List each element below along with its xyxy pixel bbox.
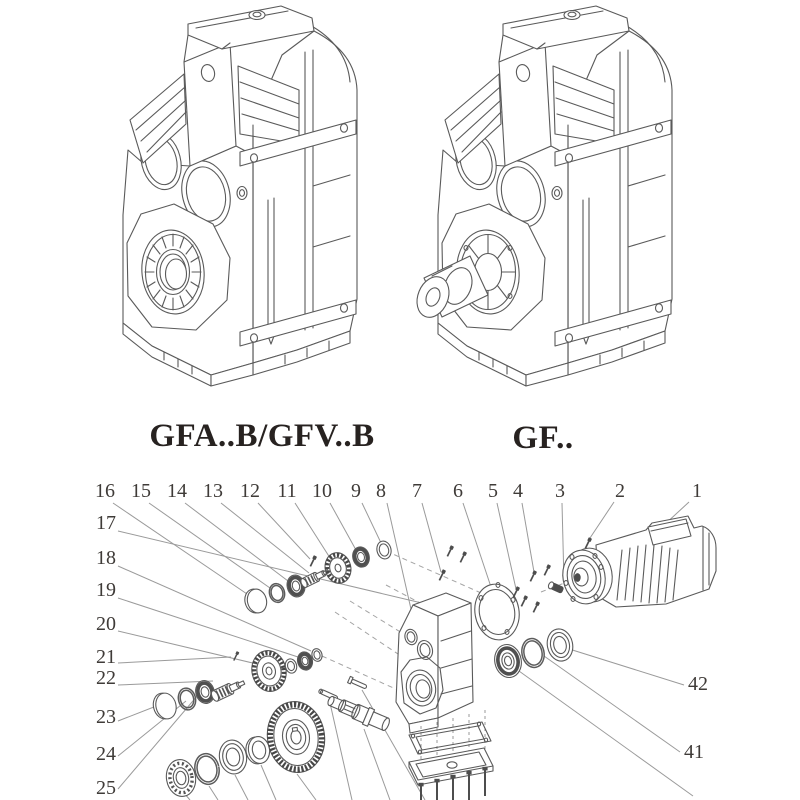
- housing-drawing-gfab: [123, 6, 357, 386]
- callout-8-label: 8: [376, 480, 386, 502]
- callout-14-label: 14: [167, 480, 187, 502]
- oil-seal: [217, 738, 249, 776]
- callout-8-leader: [387, 503, 413, 618]
- callout-6-label: 6: [453, 480, 463, 502]
- callout-22-label: 22: [96, 667, 116, 689]
- motor-pinion-3: [547, 581, 564, 594]
- callout-4-leader: [522, 503, 534, 572]
- callout-4-label: 4: [513, 480, 523, 502]
- callout-42-leader: [566, 648, 684, 685]
- callout-6-leader: [463, 503, 494, 596]
- callout-15-leader: [149, 503, 270, 588]
- cutoff-leader-7: [364, 729, 390, 800]
- output-gear: [263, 698, 329, 776]
- callout-16-leader: [113, 503, 250, 596]
- screw-4: [529, 570, 537, 582]
- callout-9-leader: [362, 503, 382, 545]
- callout-5-label: 5: [488, 480, 498, 502]
- cutoff-leader-3: [235, 775, 248, 800]
- callout-19-label: 19: [96, 579, 116, 601]
- washer-9: [375, 540, 393, 561]
- callout-2-leader: [590, 502, 614, 538]
- part-row-input-shaft: [242, 540, 393, 615]
- callout-20-label: 20: [96, 613, 116, 635]
- cutoff-leader-5: [297, 774, 316, 800]
- bearing-40: [492, 642, 525, 680]
- callout-42-label: 42: [688, 673, 708, 695]
- callout-16-label: 16: [95, 480, 115, 502]
- callout-15-label: 15: [131, 480, 151, 502]
- bearing-10: [351, 545, 372, 569]
- variant-title-right: GF..: [512, 420, 574, 456]
- callout-12-label: 12: [240, 480, 260, 502]
- callout-7-leader: [422, 503, 441, 572]
- key-2: [348, 676, 368, 690]
- cutoff-leader-4: [261, 765, 276, 800]
- callout-41-label: 41: [684, 741, 704, 763]
- cutoff-leader-9: [512, 666, 693, 796]
- callout-21-leader: [118, 657, 231, 663]
- pinion-shaft-22: [210, 677, 246, 702]
- callout-20-leader: [118, 631, 261, 665]
- callout-23-leader: [118, 705, 159, 721]
- seal-ring-42: [544, 627, 575, 664]
- callout-24-label: 24: [96, 743, 116, 765]
- callout-10-leader: [330, 503, 356, 550]
- flange-gasket-6: [470, 581, 523, 644]
- callout-17-label: 17: [96, 512, 116, 534]
- housing-drawing-gf: [411, 6, 672, 386]
- cutoff-leader-6: [330, 703, 352, 800]
- callout-2-label: 2: [615, 480, 625, 502]
- callout-10-label: 10: [312, 480, 332, 502]
- part-flange-set: [470, 581, 575, 680]
- exploded-view: [95, 480, 716, 800]
- callout-18-label: 18: [96, 547, 116, 569]
- callout-23-label: 23: [96, 706, 116, 728]
- screw-12: [309, 555, 317, 567]
- callout-1-label: 1: [692, 480, 702, 502]
- part-gear-housing: [396, 593, 473, 733]
- screw-2: [584, 537, 592, 549]
- part-motor: [559, 516, 716, 607]
- callout-9-label: 9: [351, 480, 361, 502]
- callout-21-label: 21: [96, 646, 116, 668]
- callout-7-label: 7: [412, 480, 422, 502]
- cutoff-leader-2: [209, 786, 218, 800]
- variant-title-left: GFA..B/GFV..B: [149, 418, 375, 454]
- gear-20: [248, 647, 290, 694]
- ball-bearing: [164, 757, 199, 798]
- callout-11-label: 11: [277, 480, 297, 502]
- callout-19-leader: [118, 598, 298, 657]
- callout-11-leader: [295, 503, 332, 561]
- callout-5-leader: [497, 503, 516, 589]
- callout-12-leader: [258, 503, 310, 559]
- callout-3-label: 3: [555, 480, 565, 502]
- callout-13-label: 13: [203, 480, 223, 502]
- screw-7: [438, 569, 446, 581]
- callout-25-label: 25: [96, 777, 116, 799]
